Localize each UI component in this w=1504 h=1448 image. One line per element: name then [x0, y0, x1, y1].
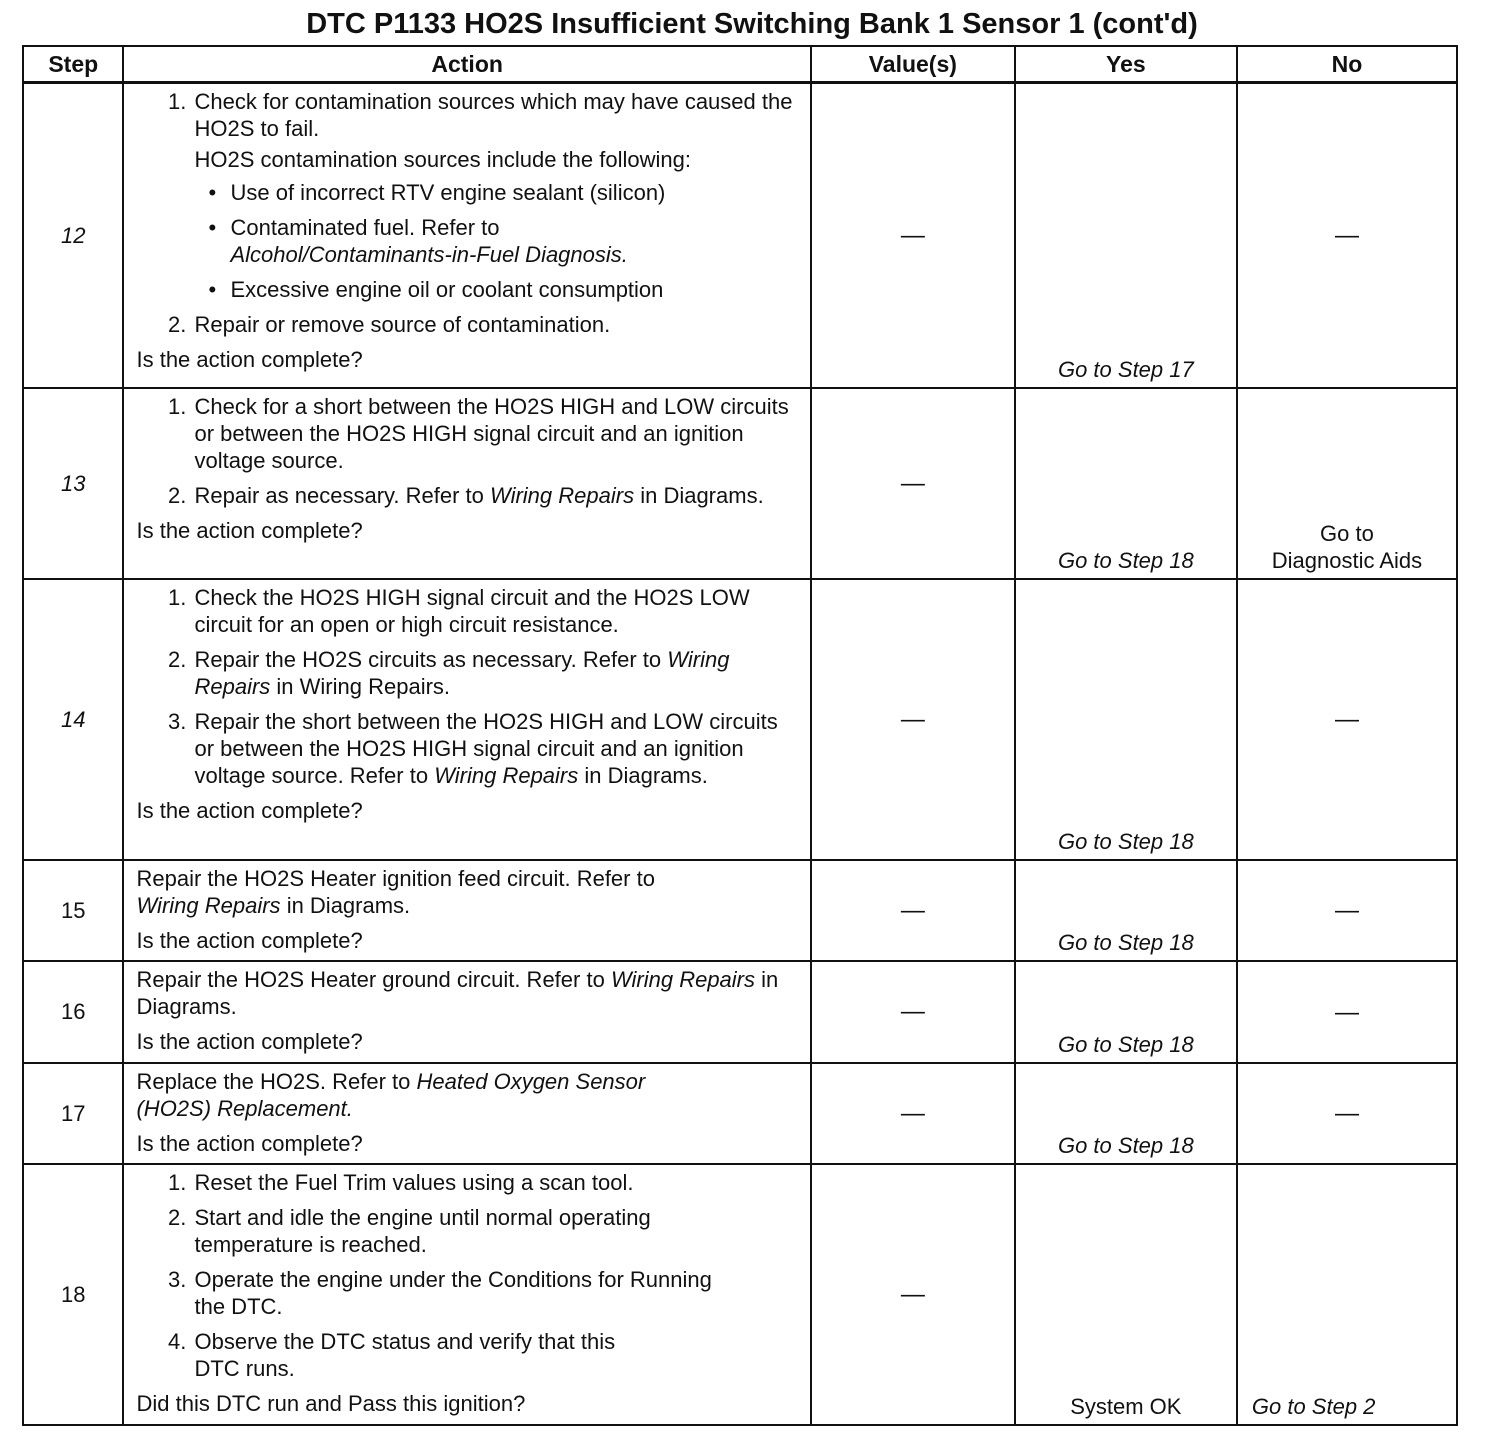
no-cell: — — [1237, 961, 1457, 1063]
reference-link[interactable]: Wiring Repairs — [194, 646, 730, 699]
action-step-text: Start and idle the engine until normal operating temperature is reached. — [194, 1204, 651, 1257]
action-step — [192, 482, 799, 509]
action-step — [192, 646, 799, 700]
table-row — [23, 1063, 1457, 1164]
yes-link[interactable]: Go to Step 18 — [1015, 1063, 1237, 1164]
action-steps — [136, 88, 799, 338]
yes-link[interactable]: Go to Step 18 — [1015, 961, 1237, 1063]
yes-link[interactable]: Go to Step 17 — [1015, 83, 1237, 388]
yes-link[interactable]: Go to Step 18 — [1015, 860, 1237, 961]
action-steps — [136, 393, 799, 509]
action-text — [136, 966, 799, 1020]
step-number: 12 — [23, 83, 123, 388]
action-text-part: Repair the HO2S Heater ground circuit. Refer to — [136, 966, 605, 992]
action-question: Is the action complete? — [136, 347, 363, 372]
action-step-text: in Diagrams. — [640, 482, 764, 508]
action-step-text: Repair as necessary. Refer to — [194, 482, 484, 508]
yes-link[interactable]: Go to Step 18 — [1015, 579, 1237, 860]
value-cell: — — [811, 83, 1015, 388]
action-cell — [123, 1063, 810, 1164]
no-link-line2: Diagnostic Aids — [1271, 547, 1423, 573]
action-step — [192, 584, 799, 638]
reference-link[interactable]: Wiring Repairs — [490, 482, 635, 508]
yes-result: System OK — [1015, 1164, 1237, 1425]
reference-link[interactable]: Wiring Repairs — [610, 966, 756, 992]
contamination-note: HO2S contamination sources include the following: — [194, 147, 691, 172]
action-step-text: in Wiring Repairs. — [276, 673, 451, 699]
step-number: 16 — [23, 961, 123, 1063]
table-header-row — [23, 46, 1457, 83]
action-step-text: Repair the HO2S circuits as necessary. Refer to — [194, 646, 662, 672]
action-question: Is the action complete? — [136, 797, 363, 823]
action-step — [192, 1204, 739, 1258]
action-question: Is the action complete? — [136, 1130, 363, 1156]
table-row — [23, 1164, 1457, 1425]
action-question: Did this DTC run and Pass this ignition? — [136, 1390, 526, 1416]
step-number: 14 — [23, 579, 123, 860]
header-no: No — [1237, 46, 1457, 83]
value-cell: — — [811, 860, 1015, 961]
action-text — [136, 865, 799, 919]
table-row — [23, 83, 1457, 388]
action-step-text: Check for contamination sources which may have caused the HO2S to fail. — [194, 89, 793, 141]
action-cell — [123, 388, 810, 579]
list-item-text: Excessive engine oil or coolant consumption — [230, 277, 664, 302]
action-step-text: Reset the Fuel Trim values using a scan tool. — [194, 1169, 634, 1195]
action-step-text: Operate the engine under the Conditions for Running the DTC. — [194, 1266, 712, 1319]
table-row — [23, 388, 1457, 579]
action-step-text: Observe the DTC status and verify that this DTC runs. — [194, 1328, 616, 1381]
action-text-part: in Diagrams. — [136, 966, 779, 1019]
action-step-text: Repair or remove source of contamination. — [194, 312, 611, 337]
action-step-text: Repair the short between the HO2S HIGH and LOW circuits or between the HO2S HIGH signal circuit and an ignition voltage source. Refer to — [194, 708, 778, 788]
no-cell: — — [1237, 860, 1457, 961]
value-cell: — — [811, 1063, 1015, 1164]
action-step — [192, 88, 799, 303]
action-cell — [123, 961, 810, 1063]
table-row — [23, 961, 1457, 1063]
action-question: Is the action complete? — [136, 1028, 363, 1054]
yes-link[interactable]: Go to Step 18 — [1015, 388, 1237, 579]
action-cell — [123, 83, 810, 388]
header-action: Action — [123, 46, 810, 83]
step-number: 18 — [23, 1164, 123, 1425]
action-text-part: in Diagrams. — [286, 892, 411, 918]
no-cell: — — [1237, 1063, 1457, 1164]
action-step — [192, 708, 799, 789]
action-steps — [136, 1169, 739, 1382]
reference-link[interactable]: Wiring Repairs — [434, 762, 579, 788]
action-step — [192, 1328, 634, 1382]
step-number: 15 — [23, 860, 123, 961]
no-link[interactable] — [1237, 388, 1457, 579]
list-item — [230, 179, 799, 206]
list-item — [230, 214, 799, 268]
action-question: Is the action complete? — [136, 927, 363, 953]
action-cell — [123, 860, 810, 961]
value-cell: — — [811, 1164, 1015, 1425]
table-row — [23, 860, 1457, 961]
action-text-part: Repair the HO2S Heater ignition feed circuit. Refer to — [136, 865, 655, 891]
list-item-text: Contaminated fuel. Refer to — [230, 215, 500, 240]
step-number: 13 — [23, 388, 123, 579]
action-text-part: Replace the HO2S. Refer to — [136, 1068, 411, 1094]
list-item-text: Use of incorrect RTV engine sealant (silicon) — [230, 180, 666, 205]
action-step-text: Check for a short between the HO2S HIGH and LOW circuits or between the HO2S HIGH signal circuit and an ignition voltage source. — [194, 393, 789, 473]
action-step — [192, 311, 799, 338]
reference-link[interactable]: Wiring Repairs — [136, 892, 281, 918]
step-number: 17 — [23, 1063, 123, 1164]
reference-link[interactable]: Heated Oxygen Sensor (HO2S) Replacement. — [136, 1068, 646, 1121]
action-step — [192, 1169, 739, 1196]
no-cell: — — [1237, 83, 1457, 388]
value-cell: — — [811, 961, 1015, 1063]
no-link-line1: Go to — [1320, 520, 1374, 546]
header-yes: Yes — [1015, 46, 1237, 83]
action-question: Is the action complete? — [136, 517, 363, 543]
list-item — [230, 276, 799, 303]
action-cell — [123, 1164, 810, 1425]
action-step — [192, 1266, 739, 1320]
action-step — [192, 393, 799, 474]
action-steps — [136, 584, 799, 789]
action-step-text: in Diagrams. — [584, 762, 708, 788]
value-cell: — — [811, 388, 1015, 579]
action-step-text: Check the HO2S HIGH signal circuit and the HO2S LOW circuit for an open or high circuit resistance. — [194, 584, 750, 637]
no-cell: — — [1237, 579, 1457, 860]
header-step: Step — [23, 46, 123, 83]
page-title: DTC P1133 HO2S Insufficient Switching Bank 1 Sensor 1 (cont'd) — [306, 8, 1198, 40]
no-link[interactable]: Go to Step 2 — [1237, 1164, 1457, 1425]
reference-link[interactable]: Alcohol/Contaminants-in-Fuel Diagnosis. — [230, 242, 628, 267]
dtc-table — [22, 45, 1458, 1426]
contamination-list — [194, 179, 799, 303]
header-values: Value(s) — [811, 46, 1015, 83]
action-text — [136, 1068, 656, 1122]
action-cell — [123, 579, 810, 860]
value-cell: — — [811, 579, 1015, 860]
table-row — [23, 579, 1457, 860]
